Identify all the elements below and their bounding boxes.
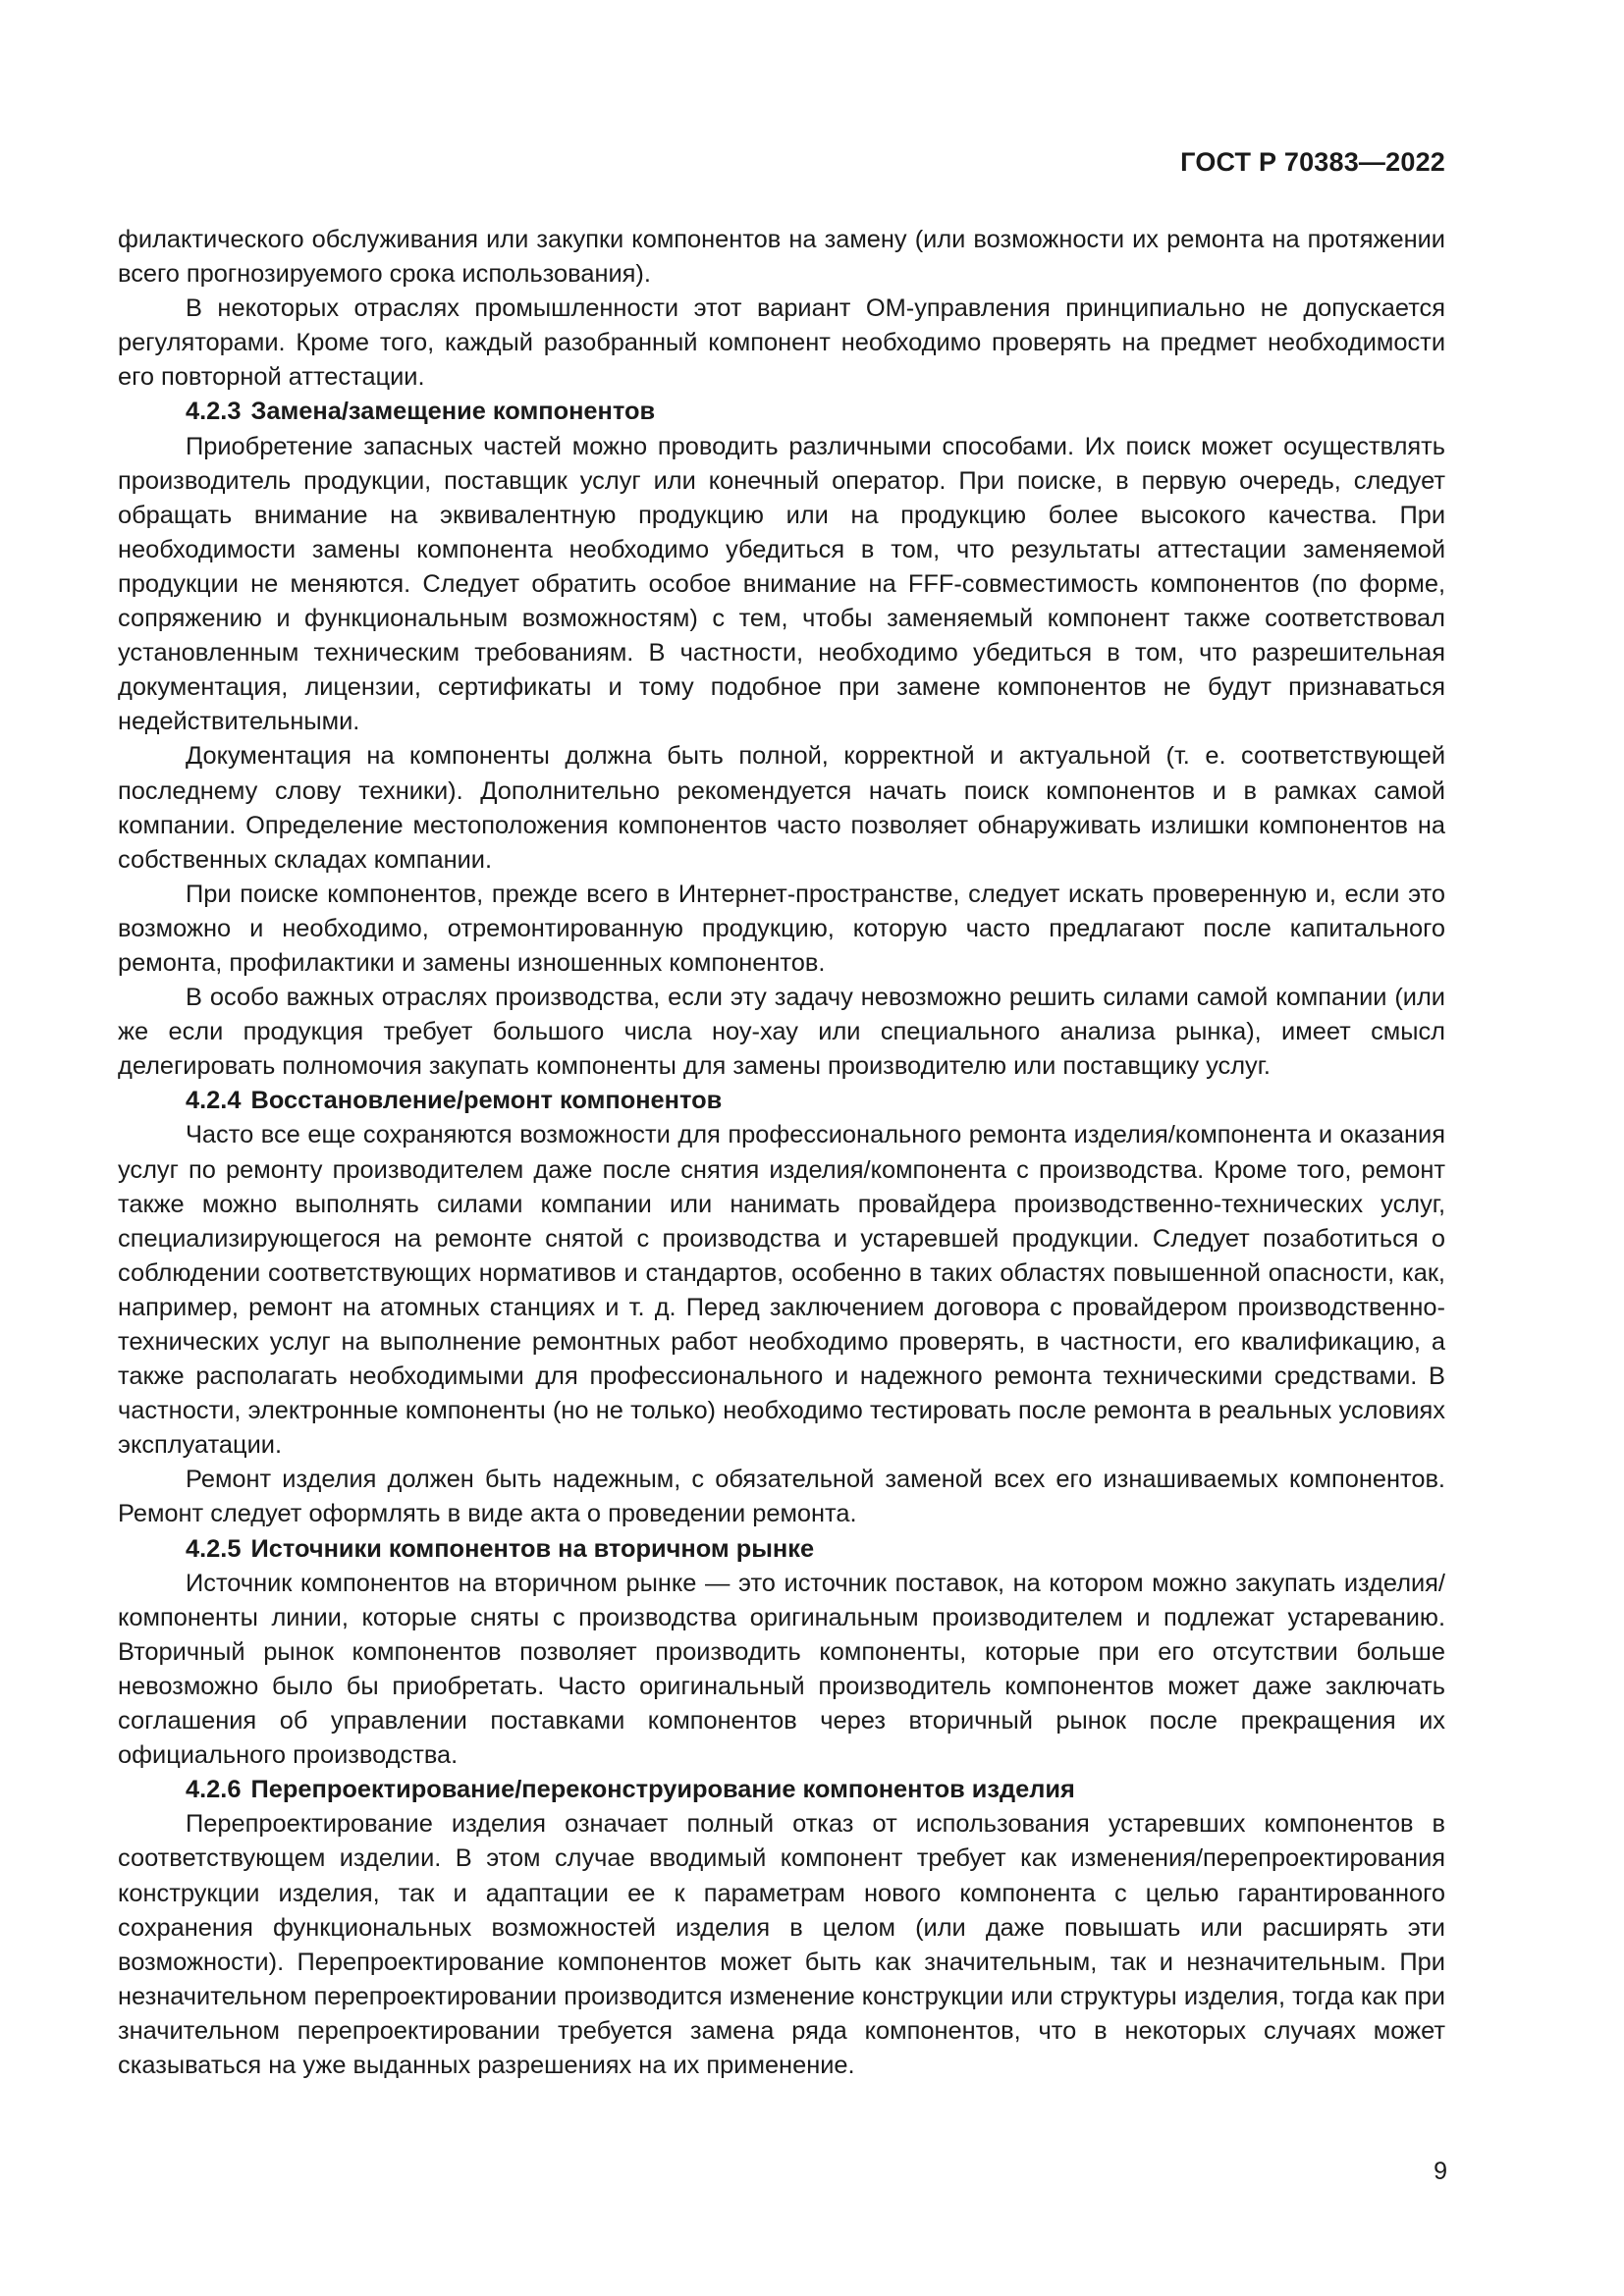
paragraph: В некоторых отраслях промышленности этот вариант ОМ-управления принципиально не допускается регуляторами. Кроме того, каждый разобранный компонент необходимо проверять на предмет необходимости его повторной аттестации. xyxy=(118,294,1445,392)
section-heading-4-2-6 xyxy=(118,1773,1445,1807)
paragraph: Документация на компоненты должна быть полной, корректной и актуальной (т. е. соответствующей последнему слову техники). Дополнительно рекомендуется начать поиск компонентов и в рамках самой компании. Определение местоположения компонентов часто позволяет обнаруживать излишки компонентов на собственных складах компании. xyxy=(118,742,1445,874)
section-number: 4.2.5 xyxy=(186,1534,242,1563)
page-number: 9 xyxy=(1434,2158,1447,2185)
section-title: Замена/замещение компонентов xyxy=(250,398,656,426)
section-number: 4.2.4 xyxy=(186,1087,242,1115)
section-title: Восстановление/ремонт компонентов xyxy=(250,1087,723,1115)
section-number: 4.2.3 xyxy=(186,398,242,426)
paragraph: Часто все еще сохраняются возможности для профессионального ремонта изделия/компонента и оказания услуг по ремонту производителем даже после снятия изделия/компонента с производства. Кроме того, ремонт также можно выполнять силами компании или нанимать провайдера производственно-технических услуг, специализирующегося на ремонте снятой с производства и устаревшей продукции. Следует позаботиться о соблюдении соответствующих нормативов и стандартов, особенно в таких областях повышенной опасности, как, например, ремонт на атомных станциях и т. д. Перед заключением договора с провайдером производственно-технических услуг на выполнение ремонтных работ необходимо проверять, в частности, его квалификацию, а также располагать необходимыми для профессионального и надежного ремонта техническими средствами. В частности, электронные компоненты (но не только) необходимо тестировать после ремонта в реальных условиях эксплуатации. xyxy=(118,1121,1445,1460)
paragraph: В особо важных отраслях производства, если эту задачу невозможно решить силами самой компании (или же если продукция требует большого числа ноу-хау или специального анализа рынка), имеет смысл делегировать полномочия закупать компоненты для замены производителю или поставщику услуг. xyxy=(118,984,1445,1081)
section-heading-4-2-3 xyxy=(118,395,1445,429)
paragraph: Перепроектирование изделия означает полный отказ от использования устаревших компонентов в соответствующем изделии. В этом случае вводимый компонент требует как изменения/перепроектирования конструкции изделия, так и адаптации ее к параметрам нового компонента с целью гарантированного сохранения функциональных возможностей изделия в целом (или даже повышать или расширять эти возможности). Перепроектирование компонентов может быть как значительным, так и незначительным. При незначительном перепроектировании производится изменение конструкции или структуры изделия, тогда как при значительном перепроектировании требуется замена ряда компонентов, что в некоторых случаях может сказываться на уже выданных разрешениях на их применение. xyxy=(118,1810,1445,2079)
paragraph: Ремонт изделия должен быть надежным, с обязательной заменой всех его изнашиваемых компонентов. Ремонт следует оформлять в виде акта о проведении ремонта. xyxy=(118,1466,1445,1528)
paragraph-continuation: филактического обслуживания или закупки компонентов на замену (или возможности их ремонта на протяжении всего прогнозируемого срока использования). xyxy=(118,226,1445,289)
document-header: ГОСТ Р 70383—2022 xyxy=(1180,147,1445,177)
section-number: 4.2.6 xyxy=(186,1776,242,1804)
paragraph: Приобретение запасных частей можно проводить различными способами. Их поиск может осуществлять производитель продукции, поставщик услуг или конечный оператор. При поиске, в первую очередь, следует обращать внимание на эквивалентную продукцию или на продукцию более высокого качества. При необходимости замены компонента необходимо убедиться в том, что результаты аттестации заменяемой продукции не меняются. Следует обратить особое внимание на FFF-совместимость компонентов (по форме, сопряжению и функциональным возможностям) с тем, чтобы заменяемый компонент также соответствовал установленным техническим требованиям. В частности, необходимо убедиться в том, что разрешительная документация, лицензии, сертификаты и тому подобное при замене компонентов не будут признаваться недействительными. xyxy=(118,432,1445,736)
paragraph: При поиске компонентов, прежде всего в Интернет-пространстве, следует искать проверенную и, если это возможно и необходимо, отремонтированную продукцию, которую часто предлагают после капитального ремонта, профилактики и замены изношенных компонентов. xyxy=(118,880,1445,977)
section-title: Перепроектирование/переконструирование компонентов изделия xyxy=(250,1776,1075,1804)
section-title: Источники компонентов на вторичном рынке xyxy=(250,1534,815,1563)
section-heading-4-2-4 xyxy=(118,1084,1445,1118)
paragraph: Источник компонентов на вторичном рынке — это источник поставок, на котором можно закупать изделия/компоненты линии, которые сняты с производства оригинальным производителем и подлежат устареванию. Вторичный рынок компонентов позволяет производить компоненты, которые при его отсутствии больше невозможно было бы приобретать. Часто оригинальный производитель компонентов может даже заключать соглашения об управлении поставками компонентов через вторичный рынок после прекращения их официального производства. xyxy=(118,1569,1445,1770)
body-text xyxy=(118,223,1445,2083)
section-heading-4-2-5 xyxy=(118,1532,1445,1567)
